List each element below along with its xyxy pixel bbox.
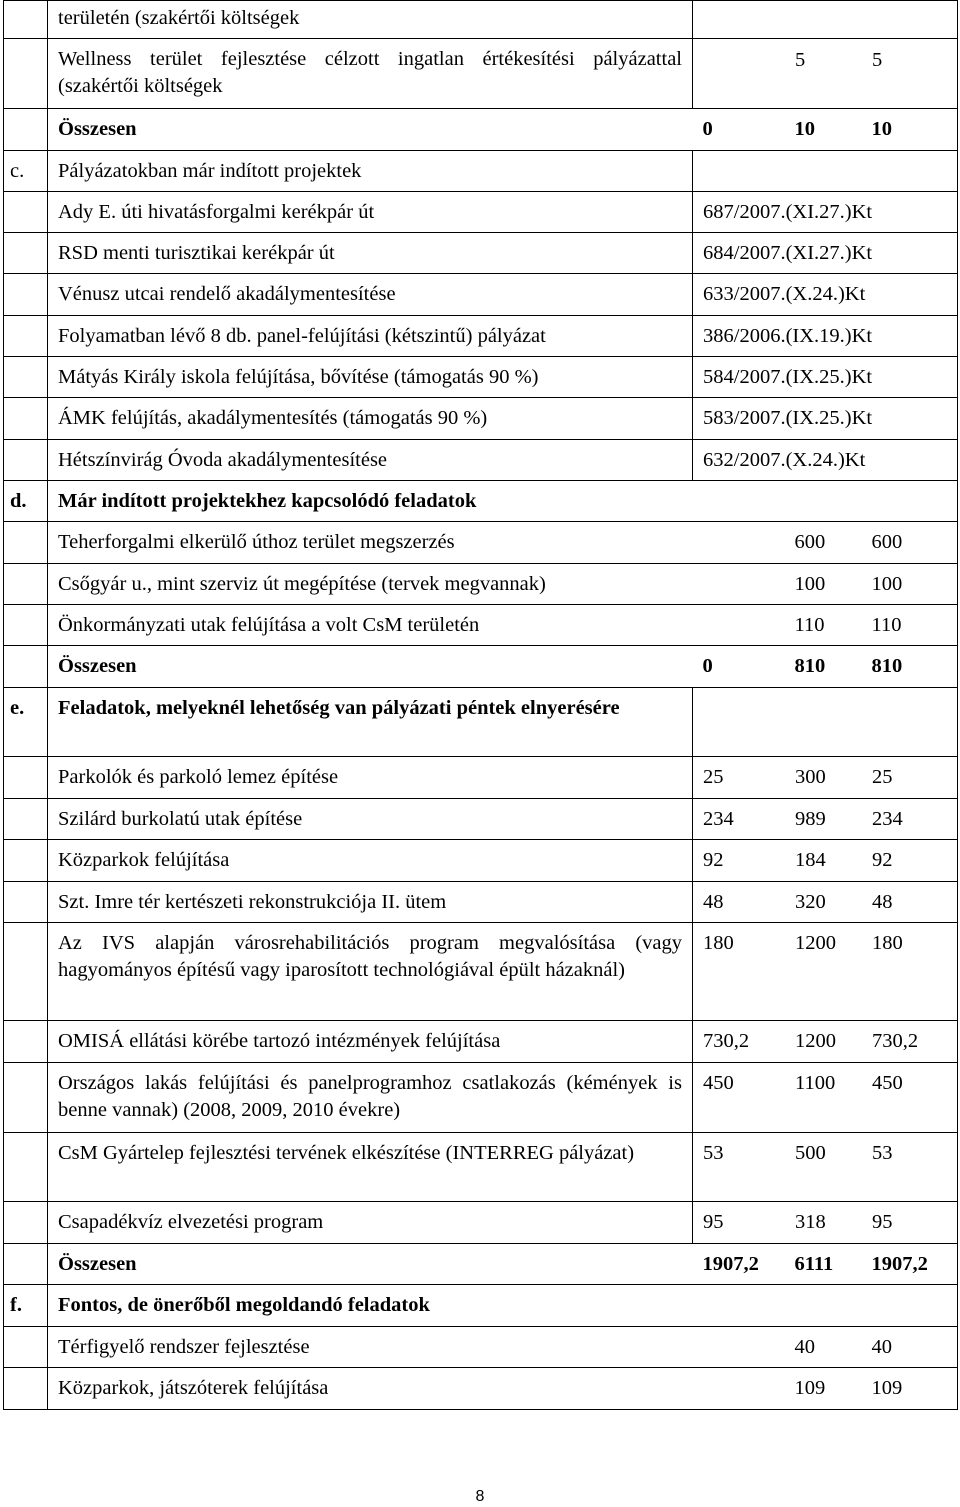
row-values [693, 840, 958, 882]
value-b: 1200 [795, 932, 836, 954]
table-row [4, 440, 958, 481]
row-label: Összesen [48, 1244, 693, 1285]
row-values [693, 564, 958, 605]
row-values [693, 757, 958, 799]
row-label: Folyamatban lévő 8 db. panel-felújítási (kétszintű) pályázat [48, 316, 693, 357]
row-label: Csőgyár u., mint szerviz út megépítése (tervek megvannak) [48, 564, 693, 605]
value-a: 0 [702, 118, 713, 140]
section-letter [4, 840, 48, 882]
table-row [4, 882, 958, 923]
section-letter [4, 109, 48, 151]
section-letter: d. [4, 481, 48, 522]
row-label: Parkolók és parkoló lemez építése [48, 757, 693, 799]
value-a: 180 [703, 932, 734, 954]
row-values [693, 151, 958, 192]
row-label: Közparkok felújítása [48, 840, 693, 882]
resolution-ref: 633/2007.(X.24.)Kt [693, 274, 958, 316]
section-letter [4, 799, 48, 840]
table-row [4, 316, 958, 357]
row-label: Összesen [48, 646, 693, 688]
row-values [693, 1021, 958, 1063]
value-b: 40 [794, 1336, 815, 1358]
table-row [4, 646, 958, 688]
section-letter [4, 1244, 48, 1285]
row-label: RSD menti turisztikai kerékpár út [48, 233, 693, 274]
table-row [4, 39, 958, 109]
section-letter [4, 233, 48, 274]
table-row [4, 1327, 958, 1368]
section-title: Feladatok, melyeknél lehetőség van pályázati péntek elnyerésére [48, 688, 693, 757]
section-letter [4, 316, 48, 357]
row-values [693, 923, 958, 1021]
table-row [4, 1021, 958, 1063]
resolution-ref: 684/2007.(XI.27.)Kt [693, 233, 958, 274]
value-b: 500 [795, 1142, 826, 1164]
section-letter [4, 39, 48, 109]
value-b: 10 [794, 118, 815, 140]
value-c: 25 [872, 766, 893, 788]
table-row [4, 274, 958, 316]
value-b: 184 [795, 849, 826, 871]
table-row [4, 688, 958, 757]
value-c: 180 [872, 932, 903, 954]
table-row [4, 522, 958, 564]
row-label: Térfigyelő rendszer fejlesztése [48, 1327, 693, 1368]
row-values [693, 522, 958, 564]
value-c: 100 [871, 573, 903, 595]
budget-table [3, 0, 958, 1410]
section-letter [4, 274, 48, 316]
section-letter: c. [4, 151, 48, 192]
row-values [693, 39, 958, 109]
row-values [693, 646, 958, 688]
section-letter [4, 1368, 48, 1410]
table-row [4, 799, 958, 840]
section-letter [4, 564, 48, 605]
row-label: ÁMK felújítás, akadálymentesítés (támogatás 90 %) [48, 398, 693, 440]
table-row [4, 564, 958, 605]
section-letter [4, 1202, 48, 1244]
row-label: Hétszínvirág Óvoda akadálymentesítése [48, 440, 693, 481]
row-values [693, 688, 958, 757]
value-a: 95 [703, 1211, 724, 1233]
value-c: 600 [871, 531, 903, 553]
section-letter [4, 1, 48, 39]
section-letter: f. [4, 1285, 48, 1327]
table-row [4, 605, 958, 646]
section-letter [4, 1327, 48, 1368]
row-values [693, 1327, 958, 1368]
section-letter [4, 440, 48, 481]
value-b: 320 [795, 891, 826, 913]
row-label: Teherforgalmi elkerülő úthoz terület megszerzés [48, 522, 693, 564]
value-a: 234 [703, 808, 734, 830]
value-c: 234 [872, 808, 903, 830]
row-label: Összesen [48, 109, 693, 151]
section-letter [4, 923, 48, 1021]
row-label: Közparkok, játszóterek felújítása [48, 1368, 693, 1410]
value-b: 1200 [795, 1030, 836, 1052]
row-label: Az IVS alapján városrehabilitációs program megvalósítása (vagy hagyományos építésű vagy iparosított technológiával épült házaknál) [48, 923, 693, 1021]
section-letter [4, 398, 48, 440]
value-c: 810 [871, 655, 903, 677]
row-label: Vénusz utcai rendelő akadálymentesítése [48, 274, 693, 316]
table-row [4, 481, 958, 522]
value-c: 10 [871, 118, 892, 140]
value-b: 810 [794, 655, 826, 677]
section-letter [4, 1021, 48, 1063]
row-values [693, 1244, 958, 1285]
section-letter: e. [4, 688, 48, 757]
row-values [693, 1, 958, 39]
table-row [4, 109, 958, 151]
resolution-ref: 386/2006.(IX.19.)Kt [693, 316, 958, 357]
row-label: Szt. Imre tér kertészeti rekonstrukciója II. ütem [48, 882, 693, 923]
section-letter [4, 646, 48, 688]
value-b: 300 [795, 766, 826, 788]
table-row [4, 840, 958, 882]
value-b: 110 [794, 614, 825, 636]
value-c: 53 [872, 1142, 893, 1164]
row-label: Országos lakás felújítási és panelprogramhoz csatlakozás (kémények is benne vannak) (2008, 2009, 2010 évekre) [48, 1063, 693, 1133]
row-label: Ady E. úti hivatásforgalmi kerékpár út [48, 192, 693, 233]
row-values [693, 109, 958, 151]
value-c: 92 [872, 849, 893, 871]
value-a: 1907,2 [702, 1253, 759, 1275]
section-letter [4, 882, 48, 923]
value-c: 110 [871, 614, 902, 636]
section-letter [4, 192, 48, 233]
table-row [4, 398, 958, 440]
value-b: 600 [794, 531, 826, 553]
section-letter [4, 357, 48, 398]
table-row [4, 1368, 958, 1410]
section-letter [4, 605, 48, 646]
value-a: 48 [703, 891, 724, 913]
value-c: 5 [872, 49, 883, 71]
page-number: 8 [475, 1488, 485, 1505]
value-a: 450 [703, 1072, 734, 1094]
value-b: 6111 [794, 1253, 834, 1275]
table-row [4, 357, 958, 398]
table-row [4, 1285, 958, 1327]
row-values [693, 799, 958, 840]
value-a: 0 [702, 655, 713, 677]
table-row [4, 192, 958, 233]
value-a: 730,2 [703, 1030, 750, 1052]
row-label: Mátyás Király iskola felújítása, bővítése (támogatás 90 %) [48, 357, 693, 398]
value-c: 95 [872, 1211, 893, 1233]
section-letter [4, 1133, 48, 1202]
value-a: 92 [703, 849, 724, 871]
value-c: 730,2 [872, 1030, 919, 1052]
value-c: 48 [872, 891, 893, 913]
row-values [693, 605, 958, 646]
resolution-ref: 687/2007.(XI.27.)Kt [693, 192, 958, 233]
table-row [4, 233, 958, 274]
value-a: 53 [703, 1142, 724, 1164]
section-letter [4, 1063, 48, 1133]
row-label: területén (szakértői költségek [48, 1, 693, 39]
value-c: 450 [872, 1072, 903, 1094]
value-b: 318 [795, 1211, 826, 1233]
row-values [693, 1063, 958, 1133]
row-label: Csapadékvíz elvezetési program [48, 1202, 693, 1244]
row-values [693, 882, 958, 923]
table-row [4, 1244, 958, 1285]
value-b: 5 [795, 49, 806, 71]
section-letter [4, 522, 48, 564]
value-c: 109 [871, 1377, 903, 1399]
table-row [4, 1133, 958, 1202]
row-label: OMISÁ ellátási körébe tartozó intézmények felújítása [48, 1021, 693, 1063]
resolution-ref: 584/2007.(IX.25.)Kt [693, 357, 958, 398]
section-title: Pályázatokban már indított projektek [48, 151, 693, 192]
value-c: 1907,2 [871, 1253, 928, 1275]
resolution-ref: 583/2007.(IX.25.)Kt [693, 398, 958, 440]
row-label: Szilárd burkolatú utak építése [48, 799, 693, 840]
value-b: 989 [795, 808, 826, 830]
resolution-ref: 632/2007.(X.24.)Kt [693, 440, 958, 481]
section-letter [4, 757, 48, 799]
value-b: 109 [794, 1377, 826, 1399]
row-label: Önkormányzati utak felújítása a volt CsM területén [48, 605, 693, 646]
row-label: Wellness terület fejlesztése célzott ingatlan értékesítési pályázattal (szakértői költségek [48, 39, 693, 109]
table-row [4, 1202, 958, 1244]
row-values [693, 1368, 958, 1410]
value-b: 1100 [795, 1072, 836, 1094]
table-row [4, 151, 958, 192]
table-row [4, 1063, 958, 1133]
table-row [4, 757, 958, 799]
value-b: 100 [794, 573, 826, 595]
value-c: 40 [871, 1336, 892, 1358]
table-row [4, 923, 958, 1021]
table-row [4, 1, 958, 39]
value-a: 25 [703, 766, 724, 788]
row-values [693, 1202, 958, 1244]
section-title: Fontos, de önerőből megoldandó feladatok [48, 1285, 958, 1327]
row-label: CsM Gyártelep fejlesztési tervének elkészítése (INTERREG pályázat) [48, 1133, 693, 1202]
section-title: Már indított projektekhez kapcsolódó feladatok [48, 481, 958, 522]
row-values [693, 1133, 958, 1202]
